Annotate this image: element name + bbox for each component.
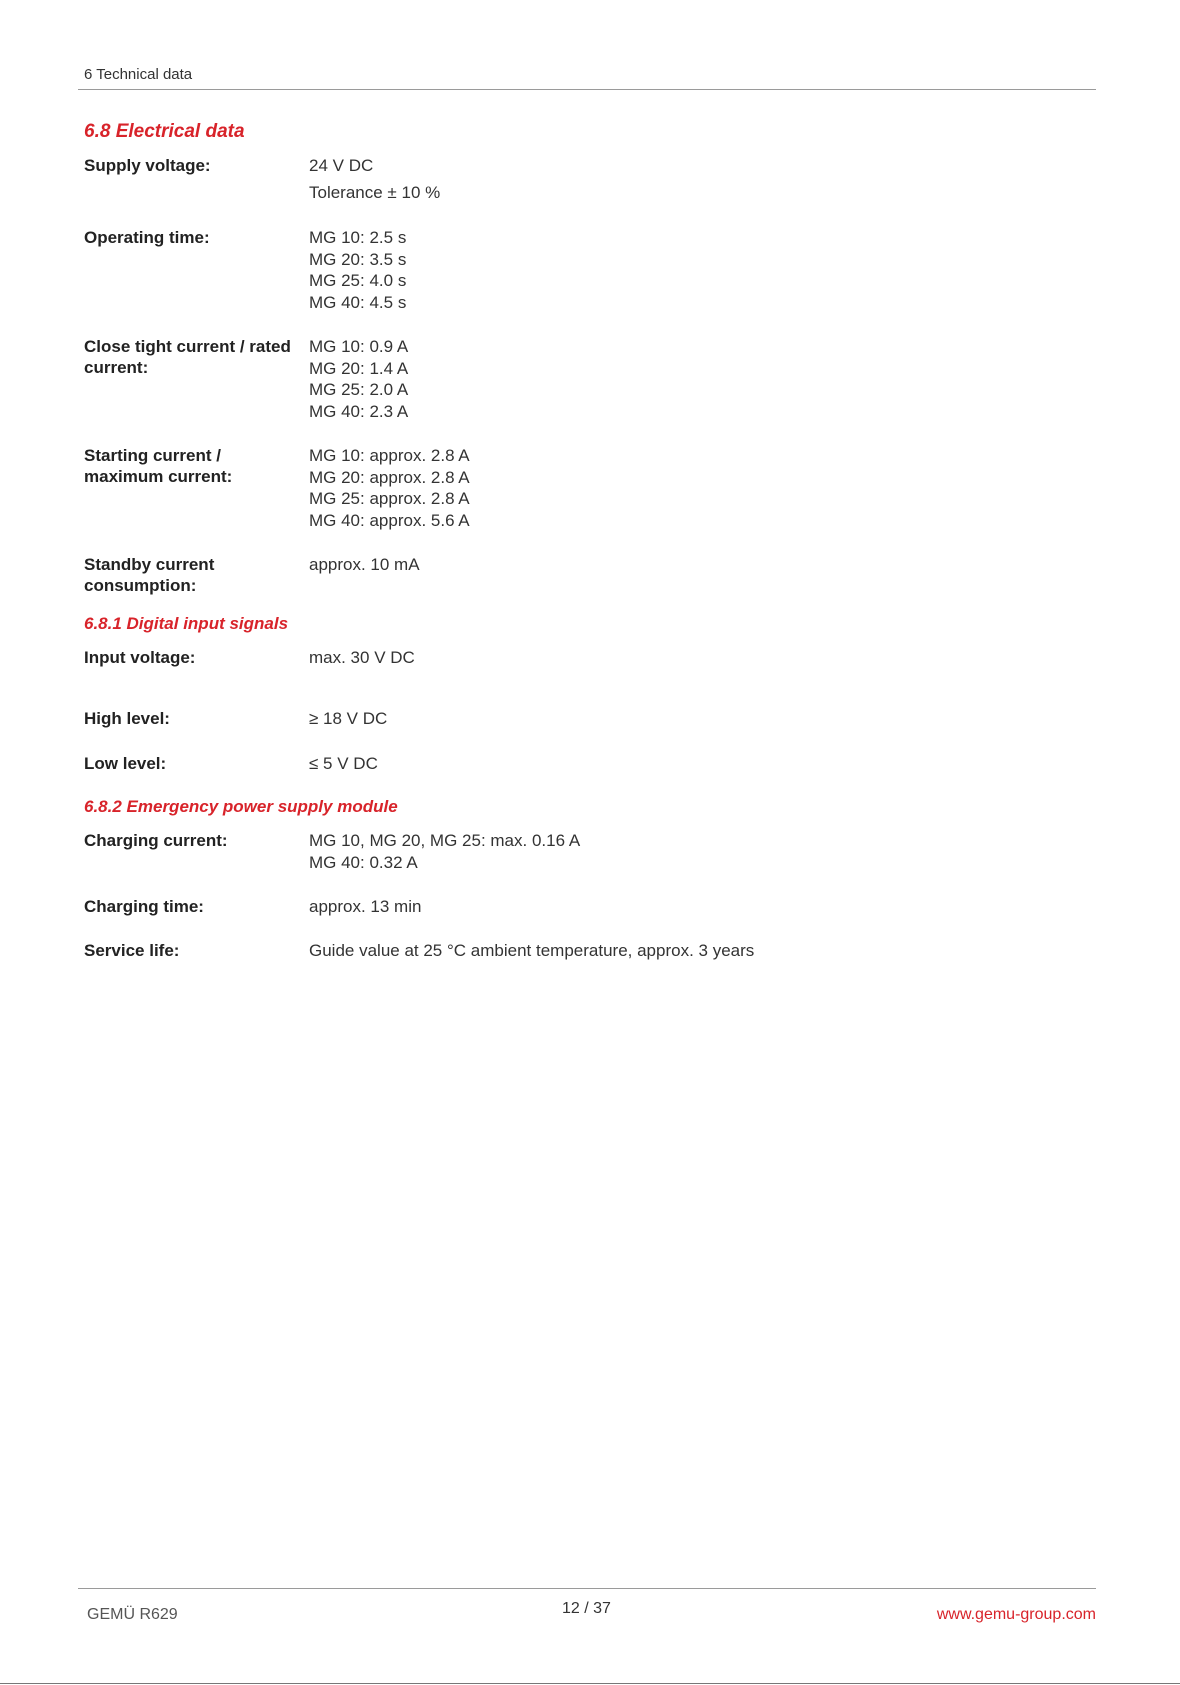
spec-value: MG 25: approx. 2.8 A	[309, 489, 470, 508]
spec-value: MG 25: 4.0 s	[309, 271, 407, 290]
spec-value: 24 V DC	[309, 156, 374, 175]
spec-values	[309, 896, 421, 918]
footer-divider	[78, 1588, 1096, 1589]
section-title: 6.8 Electrical data	[84, 121, 245, 142]
spec-label: Starting current / maximum current:	[84, 446, 233, 486]
spec-value: Tolerance ± 10 %	[309, 182, 441, 202]
running-header: 6 Technical data	[84, 66, 193, 83]
spec-value: MG 40: 4.5 s	[309, 292, 407, 312]
spec-value: MG 25: 2.0 A	[309, 380, 409, 399]
spec-values	[309, 445, 470, 531]
spec-label: Standby current consumption:	[84, 555, 215, 595]
spec-value: MG 10: approx. 2.8 A	[309, 446, 470, 465]
subsection-title-digital-inputs: 6.8.1 Digital input signals	[84, 614, 289, 633]
spec-values	[309, 155, 440, 203]
spec-value: MG 40: 2.3 A	[309, 401, 409, 421]
spec-values	[309, 647, 415, 669]
spec-value: ≤ 5 V DC	[309, 754, 378, 773]
footer-website-link[interactable]: www.gemu-group.com	[936, 1606, 1096, 1623]
spec-label: Supply voltage:	[84, 156, 211, 175]
spec-values	[309, 940, 754, 962]
page-edge-rule	[0, 1683, 1180, 1684]
spec-value: MG 40: approx. 5.6 A	[309, 510, 470, 530]
spec-value: MG 20: 3.5 s	[309, 249, 407, 269]
page-number: 12 / 37	[562, 1600, 611, 1617]
spec-label: Low level:	[84, 754, 167, 773]
spec-value: approx. 10 mA	[309, 555, 420, 574]
spec-value: MG 10: 0.9 A	[309, 337, 409, 356]
spec-values	[309, 753, 378, 775]
spec-value: Guide value at 25 °C ambient temperature, approx. 3 years	[309, 941, 755, 960]
spec-value: max. 30 V DC	[309, 648, 415, 667]
spec-values	[309, 227, 406, 313]
spec-label: Input voltage:	[84, 648, 196, 667]
spec-values	[309, 830, 580, 873]
spec-values	[309, 708, 387, 730]
footer-product: GEMÜ R629	[87, 1606, 178, 1623]
spec-value: MG 40: 0.32 A	[309, 852, 418, 872]
spec-value: MG 20: 1.4 A	[309, 358, 409, 378]
spec-label: Service life:	[84, 941, 180, 960]
spec-label: Operating time:	[84, 228, 210, 247]
header-divider	[78, 89, 1096, 90]
spec-value: ≥ 18 V DC	[309, 709, 388, 728]
spec-value: approx. 13 min	[309, 897, 422, 916]
spec-value: MG 10, MG 20, MG 25: max. 0.16 A	[309, 831, 581, 850]
spec-value: MG 20: approx. 2.8 A	[309, 467, 470, 487]
subsection-title-emergency-power: 6.8.2 Emergency power supply module	[84, 797, 398, 816]
spec-values	[309, 554, 420, 576]
spec-value: MG 10: 2.5 s	[309, 228, 407, 247]
spec-label: Charging current:	[84, 831, 228, 850]
spec-values	[309, 336, 408, 422]
spec-label: Close tight current / rated current:	[84, 337, 291, 377]
spec-label: Charging time:	[84, 897, 204, 916]
spec-label: High level:	[84, 709, 170, 728]
